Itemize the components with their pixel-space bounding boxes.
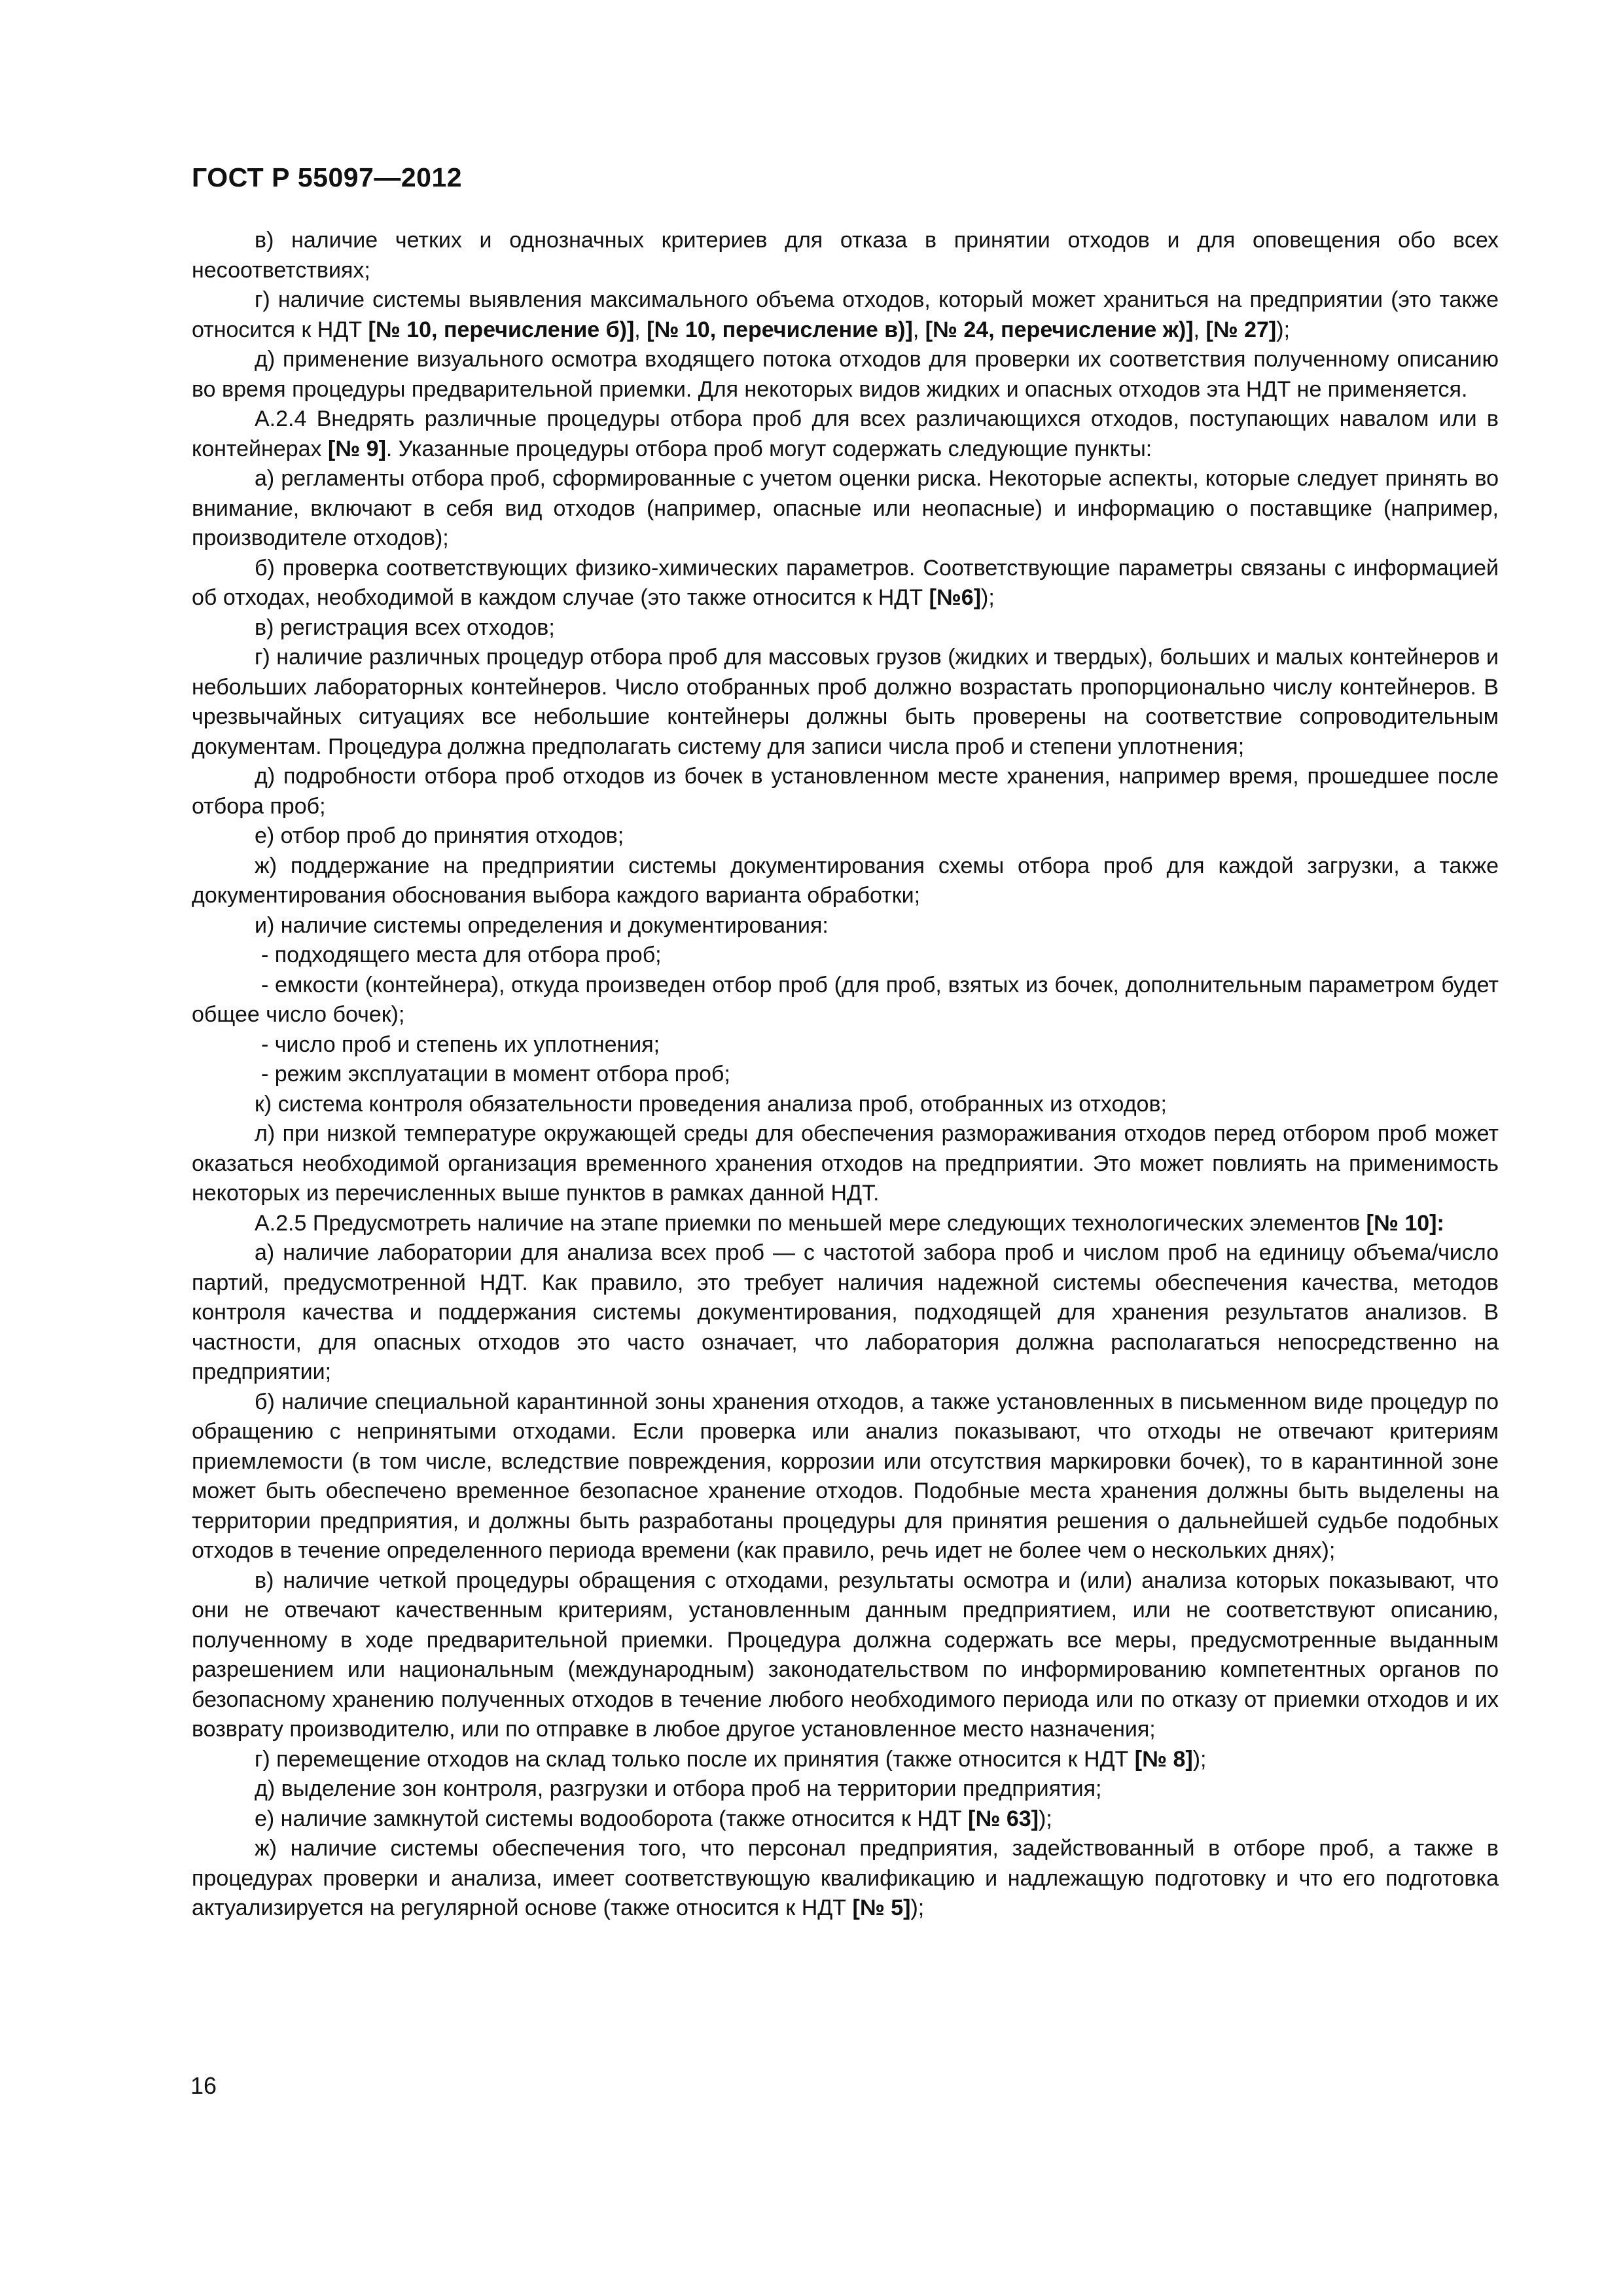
document-body [192, 226, 1499, 1924]
paragraph [192, 1804, 1499, 1835]
reference-bold: [№ 63] [968, 1806, 1039, 1831]
paragraph [192, 1238, 1499, 1388]
text-run: г) наличие системы выявления максимального объема отходов, который может храниться на предприятии (это также относится к НДТ [192, 287, 1499, 342]
paragraph [192, 1566, 1499, 1745]
text-run: г) перемещение отходов на склад только после их принятия (также относится к НДТ [255, 1746, 1135, 1772]
paragraph [192, 821, 1499, 852]
paragraph [192, 852, 1499, 911]
text-run: - число проб и степень их уплотнения; [261, 1031, 660, 1057]
text-run: б) проверка соответствующих физико-химических параметров. Соответствующие параметры связаны с информацией об отходах, необходимой в каждом случае (это также относится к НДТ [192, 555, 1499, 610]
text-run: - емкости (контейнера), откуда произведен отбор проб (для проб, взятых из бочек, дополнительным параметром будет общее число бочек); [192, 972, 1499, 1027]
reference-bold: [№ 8] [1134, 1746, 1193, 1772]
reference-bold: [№6] [929, 585, 982, 610]
text-run: е) наличие замкнутой системы водооборота (также относится к НДТ [255, 1806, 969, 1831]
text-run: г) наличие различных процедур отбора проб для массовых грузов (жидких и твердых), больших и малых контейнеров и небольших лабораторных контейнеров. Число отобранных проб должно возрастать пропорционально числу контейнеров. В чрезвычайных ситуациях все небольшие контейнеры должны быть проверены на соответствие сопроводительным документам. Процедура должна предполагать систему для записи числа проб и степени уплотнения; [192, 645, 1499, 759]
paragraph [192, 554, 1499, 613]
paragraph [192, 1060, 1499, 1090]
text-run: А.2.4 Внедрять различные процедуры отбора проб для всех различающихся отходов, поступающих навалом или в контейнерах [192, 406, 1499, 461]
paragraph [192, 345, 1499, 404]
reference-bold: [№ 10, перечисление в)] [647, 317, 913, 342]
paragraph [192, 1745, 1499, 1775]
text-run: в) регистрация всех отходов; [255, 615, 555, 640]
paragraph [192, 464, 1499, 554]
text-run: А.2.5 Предусмотреть наличие на этапе приемки по меньшей мере следующих технологических элементов [255, 1210, 1366, 1236]
text-run: ); [1192, 1746, 1207, 1772]
paragraph [192, 285, 1499, 345]
text-run: - подходящего места для отбора проб; [261, 942, 662, 967]
paragraph [192, 1209, 1499, 1239]
paragraph [192, 1119, 1499, 1209]
reference-bold: [№ 10]: [1366, 1210, 1444, 1236]
text-run: ); [1038, 1806, 1052, 1831]
text-run: . Указанные процедуры отбора проб могут содержать следующие пункты: [385, 436, 1152, 461]
text-run: ); [910, 1895, 925, 1920]
text-run: и) наличие системы определения и документирования: [255, 912, 829, 938]
text-run: в) наличие четких и однозначных критериев для отказа в принятии отходов и для оповещения обо всех несоответствиях; [192, 228, 1499, 283]
paragraph [192, 1388, 1499, 1566]
paragraph [192, 1774, 1499, 1804]
text-run: е) отбор проб до принятия отходов; [255, 823, 624, 848]
text-run: ж) наличие системы обеспечения того, что персонал предприятия, задействованный в отборе проб, а также в процедурах проверки и анализа, имеет соответствующую квалификацию и надлежащую подготовку и что его подготовка актуализируется на регулярной основе (также относится к НДТ [192, 1836, 1499, 1920]
text-run: а) наличие лаборатории для анализа всех проб — с частотой забора проб и числом проб на единицу объема/число партий, предусмотренной НДТ. Как правило, это требует наличия надежной системы обеспечения качества, методов контроля качества и поддержания системы документирования, подходящей для хранения результатов анализов. В частности, для опасных отходов это часто означает, что лаборатория должна располагаться непосредственно на предприятии; [192, 1240, 1499, 1384]
reference-bold: [№ 24, перечисление ж)] [925, 317, 1194, 342]
paragraph [192, 1090, 1499, 1120]
paragraph [192, 226, 1499, 285]
reference-bold: [№ 9] [327, 436, 386, 461]
text-run: д) выделение зон контроля, разгрузки и отбора проб на территории предприятия; [255, 1776, 1102, 1801]
paragraph [192, 1030, 1499, 1060]
reference-bold: [№ 10, перечисление б)] [368, 317, 635, 342]
text-run: - режим эксплуатации в момент отбора проб; [261, 1062, 730, 1086]
document-header: ГОСТ Р 55097—2012 [192, 162, 463, 192]
paragraph [192, 404, 1499, 464]
paragraph [192, 762, 1499, 821]
paragraph [192, 971, 1499, 1030]
paragraph [192, 1834, 1499, 1924]
paragraph [192, 613, 1499, 643]
text-run: л) при низкой температуре окружающей среды для обеспечения размораживания отходов перед отбором проб может оказаться необходимой организация временного хранения отходов на предприятии. Это может повлиять на применимость некоторых из перечисленных выше пунктов в рамках данной НДТ. [192, 1121, 1499, 1206]
text-run: , [912, 317, 925, 342]
text-run: д) применение визуального осмотра входящего потока отходов для проверки их соответствия полученному описанию во время процедуры предварительной приемки. Для некоторых видов жидких и опасных отходов эта НДТ не применяется. [192, 347, 1499, 402]
text-run: б) наличие специальной карантинной зоны хранения отходов, а также установленных в письменном виде процедур по обращению с непринятыми отходами. Если проверка или анализ показывают, что отходы не отвечают критериям приемлемости (в том числе, вследствие повреждения, коррозии или отсутствия маркировки бочек), то в карантинной зоне может быть обеспечено временное безопасное хранение отходов. Подобные места хранения должны быть выделены на территории предприятия, и должны быть разработаны процедуры для принятия решения о дальнейшей судьбе подобных отходов в течение определенного периода времени (как правило, речь идет не более чем о нескольких днях); [192, 1389, 1499, 1563]
reference-bold: [№ 5] [852, 1895, 911, 1920]
paragraph [192, 941, 1499, 971]
page-number: 16 [190, 2072, 217, 2099]
text-run: ); [981, 585, 995, 610]
text-run: ); [1276, 317, 1291, 342]
text-run: ж) поддержание на предприятии системы документирования схемы отбора проб для каждой загрузки, а также документирования обоснования выбора каждого варианта обработки; [192, 853, 1499, 908]
text-run: в) наличие четкой процедуры обращения с отходами, результаты осмотра и (или) анализа которых показывают, что они не отвечают качественным критериям, установленным данным предприятием, или не соответствуют описанию, полученному в ходе предварительной приемки. Процедура должна содержать все меры, предусмотренные выданным разрешением или национальным (международным) законодательством по информированию компетентных органов по безопасному хранению полученных отходов в течение любого необходимого периода или по отказу от приемки отходов и их возврату производителю, или по отправке в любое другое установленное место назначения; [192, 1568, 1499, 1742]
reference-bold: [№ 27] [1205, 317, 1277, 342]
text-run: , [1193, 317, 1206, 342]
text-run: а) регламенты отбора проб, сформированные с учетом оценки риска. Некоторые аспекты, которые следует принять во внимание, включают в себя вид отходов (например, опасные или неопасные) и информацию о поставщике (например, производителе отходов); [192, 466, 1499, 550]
text-run: к) система контроля обязательности проведения анализа проб, отобранных из отходов; [255, 1091, 1167, 1117]
paragraph [192, 643, 1499, 762]
text-run: д) подробности отбора проб отходов из бочек в установленном месте хранения, например время, прошедшее после отбора проб; [192, 764, 1499, 819]
paragraph [192, 911, 1499, 941]
text-run: , [634, 317, 647, 342]
